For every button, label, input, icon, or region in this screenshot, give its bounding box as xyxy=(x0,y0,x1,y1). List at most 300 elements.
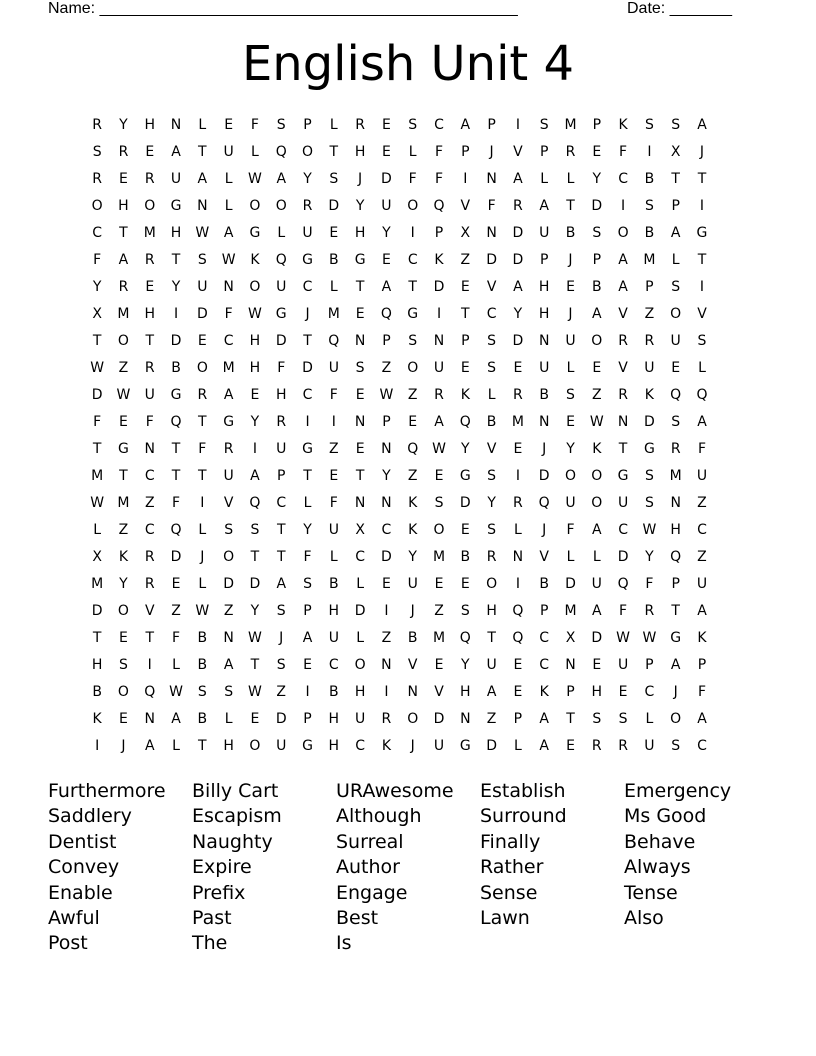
grid-letter: G xyxy=(302,252,313,268)
grid-letter: U xyxy=(223,144,234,160)
grid-letter: S xyxy=(618,711,628,727)
grid-letter: E xyxy=(119,711,128,727)
grid-letter: S xyxy=(644,495,654,511)
grid-letter: B xyxy=(407,630,418,646)
grid-letter: O xyxy=(117,603,129,619)
grid-letter: O xyxy=(407,360,419,376)
grid-letter: H xyxy=(91,657,103,673)
grid-letter: U xyxy=(328,522,339,538)
grid-letter: Z xyxy=(407,387,418,403)
grid-letter: S xyxy=(197,684,207,700)
grid-letter: U xyxy=(486,657,497,673)
grid-letter: M xyxy=(143,225,156,241)
grid-letter: F xyxy=(198,441,207,457)
grid-letter: E xyxy=(145,144,155,160)
grid-letter: O xyxy=(249,279,261,295)
grid-letter: C xyxy=(92,225,103,241)
grid-row xyxy=(84,409,715,436)
grid-letter: Q xyxy=(144,684,156,700)
grid-letter: F xyxy=(697,684,706,700)
grid-letter: Q xyxy=(512,603,524,619)
grid-letter: M xyxy=(91,468,104,484)
grid-letter: P xyxy=(539,603,549,619)
grid-letter: F xyxy=(172,495,181,511)
grid-letter: E xyxy=(566,414,575,430)
page-title: English Unit 4 xyxy=(241,36,575,92)
grid-letter: I xyxy=(331,414,336,430)
grid-letter: D xyxy=(302,360,313,376)
grid-letter: G xyxy=(275,306,287,322)
grid-letter: T xyxy=(171,468,181,484)
grid-letter: N xyxy=(223,279,234,295)
grid-letter: Z xyxy=(697,549,707,565)
grid-letter: V xyxy=(486,441,497,457)
grid-letter: A xyxy=(197,171,208,187)
word-item: Expire xyxy=(192,856,252,879)
grid-letter: A xyxy=(539,711,549,727)
grid-letter: E xyxy=(513,684,523,700)
word-item: Lawn xyxy=(480,907,530,930)
grid-letter: E xyxy=(513,657,523,673)
grid-letter: I xyxy=(515,468,520,484)
grid-letter: H xyxy=(223,738,234,754)
grid-letter: N xyxy=(565,657,576,673)
grid-letter: J xyxy=(410,603,415,619)
grid-letter: E xyxy=(381,252,391,268)
grid-letter: R xyxy=(670,441,681,457)
grid-letter: P xyxy=(382,414,391,430)
grid-letter: Y xyxy=(566,441,575,457)
grid-letter: A xyxy=(592,306,602,322)
grid-letter: A xyxy=(618,252,628,268)
grid-letter: E xyxy=(250,711,260,727)
grid-letter: A xyxy=(144,738,155,754)
grid-letter: G xyxy=(670,630,682,646)
grid-letter: P xyxy=(671,198,680,214)
grid-letter: T xyxy=(487,630,496,646)
grid-letter: D xyxy=(565,576,576,592)
grid-letter: V xyxy=(618,360,628,376)
grid-letter: Z xyxy=(118,360,129,376)
word-column xyxy=(336,779,476,957)
grid-letter: I xyxy=(384,603,389,619)
grid-letter: T xyxy=(276,522,286,538)
grid-letter: Z xyxy=(171,603,181,619)
grid-letter: Y xyxy=(119,117,128,133)
grid-letter: L xyxy=(329,549,338,565)
grid-letter: D xyxy=(486,252,497,268)
grid-letter: R xyxy=(513,387,523,403)
grid-letter: O xyxy=(275,198,287,214)
grid-letter: P xyxy=(539,252,549,268)
grid-letter: L xyxy=(93,522,102,538)
grid-letter: F xyxy=(697,441,706,457)
word-item: Awful xyxy=(48,907,100,930)
grid-letter: W xyxy=(169,684,183,700)
grid-letter: P xyxy=(671,576,680,592)
grid-letter: F xyxy=(434,144,444,160)
grid-letter: A xyxy=(697,603,707,619)
grid-letter: S xyxy=(671,738,681,754)
grid-letter: R xyxy=(302,198,313,214)
grid-letter: E xyxy=(566,738,575,754)
grid-letter: Z xyxy=(434,603,444,619)
grid-letter: D xyxy=(591,630,603,646)
grid-letter: H xyxy=(328,738,340,754)
grid-letter: W xyxy=(248,684,262,700)
grid-letter: Q xyxy=(275,144,287,160)
grid-letter: O xyxy=(670,711,682,727)
grid-letter: L xyxy=(329,117,338,133)
grid-letter: G xyxy=(223,414,235,430)
grid-letter: W xyxy=(642,630,657,646)
grid-row xyxy=(84,247,715,274)
grid-letter: T xyxy=(355,468,365,484)
grid-letter: I xyxy=(305,684,310,700)
word-item: Behave xyxy=(624,830,696,853)
grid-letter: T xyxy=(250,549,260,565)
grid-letter: Z xyxy=(460,252,471,268)
grid-letter: Z xyxy=(329,441,339,457)
word-item: Rather xyxy=(480,856,544,879)
grid-letter: A xyxy=(697,117,707,133)
grid-letter: S xyxy=(671,279,681,295)
grid-letter: L xyxy=(172,657,180,673)
grid-letter: S xyxy=(592,225,602,241)
grid-letter: J xyxy=(121,738,126,754)
grid-letter: E xyxy=(329,225,339,241)
grid-letter: I xyxy=(410,225,415,241)
grid-letter: S xyxy=(408,333,418,349)
grid-letter: T xyxy=(119,225,128,241)
word-item: Always xyxy=(624,856,691,879)
grid-letter: V xyxy=(697,306,707,322)
grid-letter: D xyxy=(275,333,287,349)
grid-letter: T xyxy=(697,252,707,268)
grid-letter: I xyxy=(384,684,389,700)
grid-letter: S xyxy=(644,198,654,214)
grid-letter: S xyxy=(329,171,339,187)
grid-letter: F xyxy=(566,522,575,538)
grid-letter: T xyxy=(198,144,207,160)
grid-row xyxy=(84,382,715,409)
word-item: Emergency xyxy=(624,780,732,802)
grid-letter: E xyxy=(434,657,444,673)
grid-letter: P xyxy=(645,657,654,673)
grid-letter: Q xyxy=(170,414,182,430)
grid-letter: M xyxy=(511,414,524,430)
grid-letter: J xyxy=(358,171,363,187)
grid-letter: A xyxy=(434,414,444,430)
grid-letter: I xyxy=(147,657,152,673)
word-item: Finally xyxy=(480,830,541,853)
grid-letter: R xyxy=(618,738,628,754)
grid-letter: Y xyxy=(408,549,417,565)
grid-letter: S xyxy=(671,117,681,133)
grid-letter: H xyxy=(354,225,366,241)
grid-letter: K xyxy=(118,549,129,565)
grid-letter: T xyxy=(145,630,155,646)
grid-letter: C xyxy=(302,279,313,295)
grid-letter: L xyxy=(408,144,417,160)
grid-letter: E xyxy=(513,441,523,457)
grid-letter: W xyxy=(248,171,262,187)
grid-letter: Z xyxy=(591,387,602,403)
grid-row xyxy=(84,328,715,355)
grid-letter: Z xyxy=(144,495,155,511)
grid-letter: J xyxy=(568,306,573,322)
grid-letter: N xyxy=(433,333,445,349)
grid-letter: R xyxy=(644,333,655,349)
grid-letter: P xyxy=(277,468,286,484)
grid-letter: R xyxy=(355,117,365,133)
grid-letter: T xyxy=(145,333,155,349)
grid-letter: H xyxy=(118,198,129,214)
grid-row xyxy=(84,571,715,598)
grid-letter: W xyxy=(195,603,210,619)
grid-letter: S xyxy=(276,603,286,619)
word-item: Best xyxy=(336,907,379,930)
grid-letter: E xyxy=(460,522,470,538)
grid-row xyxy=(84,544,715,571)
grid-letter: L xyxy=(566,171,575,187)
grid-letter: E xyxy=(592,360,602,376)
grid-letter: Y xyxy=(303,171,312,187)
grid-row xyxy=(84,166,715,193)
grid-letter: H xyxy=(538,306,550,322)
grid-letter: U xyxy=(433,360,445,376)
grid-letter: I xyxy=(621,198,626,214)
grid-letter: D xyxy=(433,711,445,727)
word-item: Engage xyxy=(336,881,408,904)
word-item: Ms Good xyxy=(624,805,707,828)
grid-letter: S xyxy=(276,117,286,133)
grid-letter: L xyxy=(671,252,680,268)
grid-letter: B xyxy=(460,549,471,565)
grid-letter: N xyxy=(170,117,182,133)
grid-letter: B xyxy=(329,252,339,268)
grid-letter: O xyxy=(591,495,603,511)
grid-letter: H xyxy=(354,144,366,160)
grid-letter: C xyxy=(355,549,365,565)
grid-letter: U xyxy=(539,225,550,241)
grid-letter: J xyxy=(542,441,547,457)
grid-letter: R xyxy=(618,387,628,403)
grid-letter: J xyxy=(699,144,705,160)
grid-letter: T xyxy=(697,171,707,187)
grid-letter: Y xyxy=(592,171,602,187)
grid-letter: H xyxy=(170,225,182,241)
grid-letter: O xyxy=(407,198,419,214)
grid-letter: L xyxy=(592,549,601,565)
grid-letter: I xyxy=(95,738,100,754)
grid-letter: W xyxy=(616,630,630,646)
grid-letter: L xyxy=(198,576,207,592)
grid-letter: O xyxy=(591,468,603,484)
grid-letter: F xyxy=(93,414,102,430)
grid-letter: G xyxy=(170,387,182,403)
grid-letter: E xyxy=(566,279,575,295)
grid-letter: E xyxy=(381,576,391,592)
grid-letter: A xyxy=(223,657,234,673)
grid-letter: G xyxy=(118,441,129,457)
grid-letter: F xyxy=(329,495,338,511)
grid-letter: H xyxy=(328,603,340,619)
word-item: URAwesome xyxy=(336,780,454,802)
grid-letter: E xyxy=(224,117,234,133)
grid-letter: Z xyxy=(381,630,392,646)
grid-letter: S xyxy=(566,387,575,403)
grid-letter: C xyxy=(618,522,628,538)
grid-letter: A xyxy=(118,252,129,268)
grid-row xyxy=(84,301,715,328)
grid-letter: B xyxy=(539,387,549,403)
grid-letter: Y xyxy=(513,306,523,322)
grid-letter: W xyxy=(248,630,262,646)
grid-letter: S xyxy=(487,360,497,376)
grid-letter: D xyxy=(643,414,655,430)
word-item: Sense xyxy=(480,881,538,904)
grid-letter: D xyxy=(486,738,497,754)
grid-letter: W xyxy=(116,387,131,403)
grid-letter: W xyxy=(379,387,394,403)
grid-letter: N xyxy=(617,414,629,430)
grid-letter: U xyxy=(197,279,208,295)
grid-letter: A xyxy=(250,468,260,484)
grid-letter: T xyxy=(303,468,312,484)
grid-letter: I xyxy=(699,279,705,295)
word-item: Surreal xyxy=(336,830,404,853)
grid-letter: C xyxy=(697,738,707,754)
grid-row xyxy=(84,220,715,247)
grid-letter: Y xyxy=(250,414,260,430)
grid-letter: J xyxy=(200,549,205,565)
grid-letter: M xyxy=(669,468,682,484)
grid-row xyxy=(84,490,715,517)
grid-letter: H xyxy=(538,279,550,295)
grid-letter: L xyxy=(566,549,575,565)
grid-letter: G xyxy=(249,225,261,241)
grid-letter: H xyxy=(144,117,155,133)
grid-letter: K xyxy=(250,252,260,268)
grid-letter: U xyxy=(696,468,708,484)
word-item: Past xyxy=(192,907,232,930)
grid-letter: E xyxy=(355,387,365,403)
grid-letter: C xyxy=(697,522,707,538)
grid-letter: E xyxy=(119,630,128,646)
word-column xyxy=(192,779,332,957)
name-line: Name: _______________________________________________ xyxy=(48,0,518,17)
grid-letter: I xyxy=(200,495,205,511)
grid-row xyxy=(84,517,715,544)
grid-letter: E xyxy=(355,441,365,457)
grid-letter: O xyxy=(407,711,419,727)
grid-letter: N xyxy=(144,441,155,457)
grid-letter: T xyxy=(461,306,470,322)
grid-letter: T xyxy=(355,279,365,295)
grid-letter: S xyxy=(276,657,286,673)
grid-letter: C xyxy=(328,657,339,673)
grid-letter: V xyxy=(513,144,523,160)
grid-letter: W xyxy=(432,441,446,457)
grid-letter: S xyxy=(539,117,549,133)
word-item: Establish xyxy=(480,780,566,802)
grid-letter: O xyxy=(591,333,603,349)
grid-letter: F xyxy=(619,144,628,160)
grid-letter: T xyxy=(671,171,680,187)
grid-letter: B xyxy=(92,684,102,700)
grid-letter: Z xyxy=(697,495,707,511)
grid-row xyxy=(84,706,715,733)
grid-letter: U xyxy=(696,576,708,592)
grid-letter: R xyxy=(513,198,523,214)
grid-letter: K xyxy=(408,522,418,538)
grid-letter: F xyxy=(250,117,259,133)
grid-letter: S xyxy=(408,117,418,133)
grid-letter: U xyxy=(276,738,287,754)
grid-letter: T xyxy=(92,333,102,349)
word-item: Furthermore xyxy=(48,780,166,802)
grid-letter: Z xyxy=(381,360,392,376)
grid-letter: V xyxy=(486,279,497,295)
grid-letter: W xyxy=(642,522,657,538)
grid-letter: F xyxy=(434,171,444,187)
grid-letter: R xyxy=(144,360,155,376)
grid-letter: R xyxy=(381,711,392,727)
grid-letter: U xyxy=(354,711,366,727)
grid-letter: A xyxy=(276,171,287,187)
grid-letter: M xyxy=(117,495,130,511)
grid-letter: A xyxy=(592,522,602,538)
grid-letter: K xyxy=(697,630,707,646)
grid-letter: F xyxy=(277,360,286,376)
grid-letter: A xyxy=(223,225,234,241)
grid-letter: K xyxy=(92,711,102,727)
grid-letter: D xyxy=(91,603,103,619)
grid-letter: M xyxy=(117,306,130,322)
grid-letter: L xyxy=(645,711,654,727)
grid-letter: S xyxy=(224,684,234,700)
grid-letter: U xyxy=(170,171,182,187)
grid-letter: S xyxy=(671,414,681,430)
grid-letter: Y xyxy=(382,225,391,241)
grid-letter: M xyxy=(643,252,656,268)
grid-letter: C xyxy=(434,117,444,133)
grid-letter: O xyxy=(670,306,682,322)
grid-letter: U xyxy=(328,630,339,646)
grid-letter: J xyxy=(568,252,573,268)
word-item: Tense xyxy=(624,881,678,904)
grid-letter: R xyxy=(618,333,628,349)
grid-letter: R xyxy=(144,576,155,592)
grid-letter: D xyxy=(91,387,103,403)
grid-letter: G xyxy=(302,441,313,457)
grid-letter: H xyxy=(354,684,366,700)
grid-letter: C xyxy=(276,495,287,511)
grid-letter: R xyxy=(434,387,444,403)
worksheet-header xyxy=(48,0,748,20)
grid-letter: W xyxy=(248,306,262,322)
grid-letter: Q xyxy=(328,333,340,349)
grid-letter: O xyxy=(117,684,129,700)
grid-letter: K xyxy=(460,387,470,403)
grid-letter: L xyxy=(540,171,549,187)
grid-letter: T xyxy=(329,144,339,160)
grid-letter: S xyxy=(224,522,234,538)
grid-letter: E xyxy=(460,576,470,592)
grid-letter: T xyxy=(171,252,181,268)
grid-letter: H xyxy=(328,711,340,727)
